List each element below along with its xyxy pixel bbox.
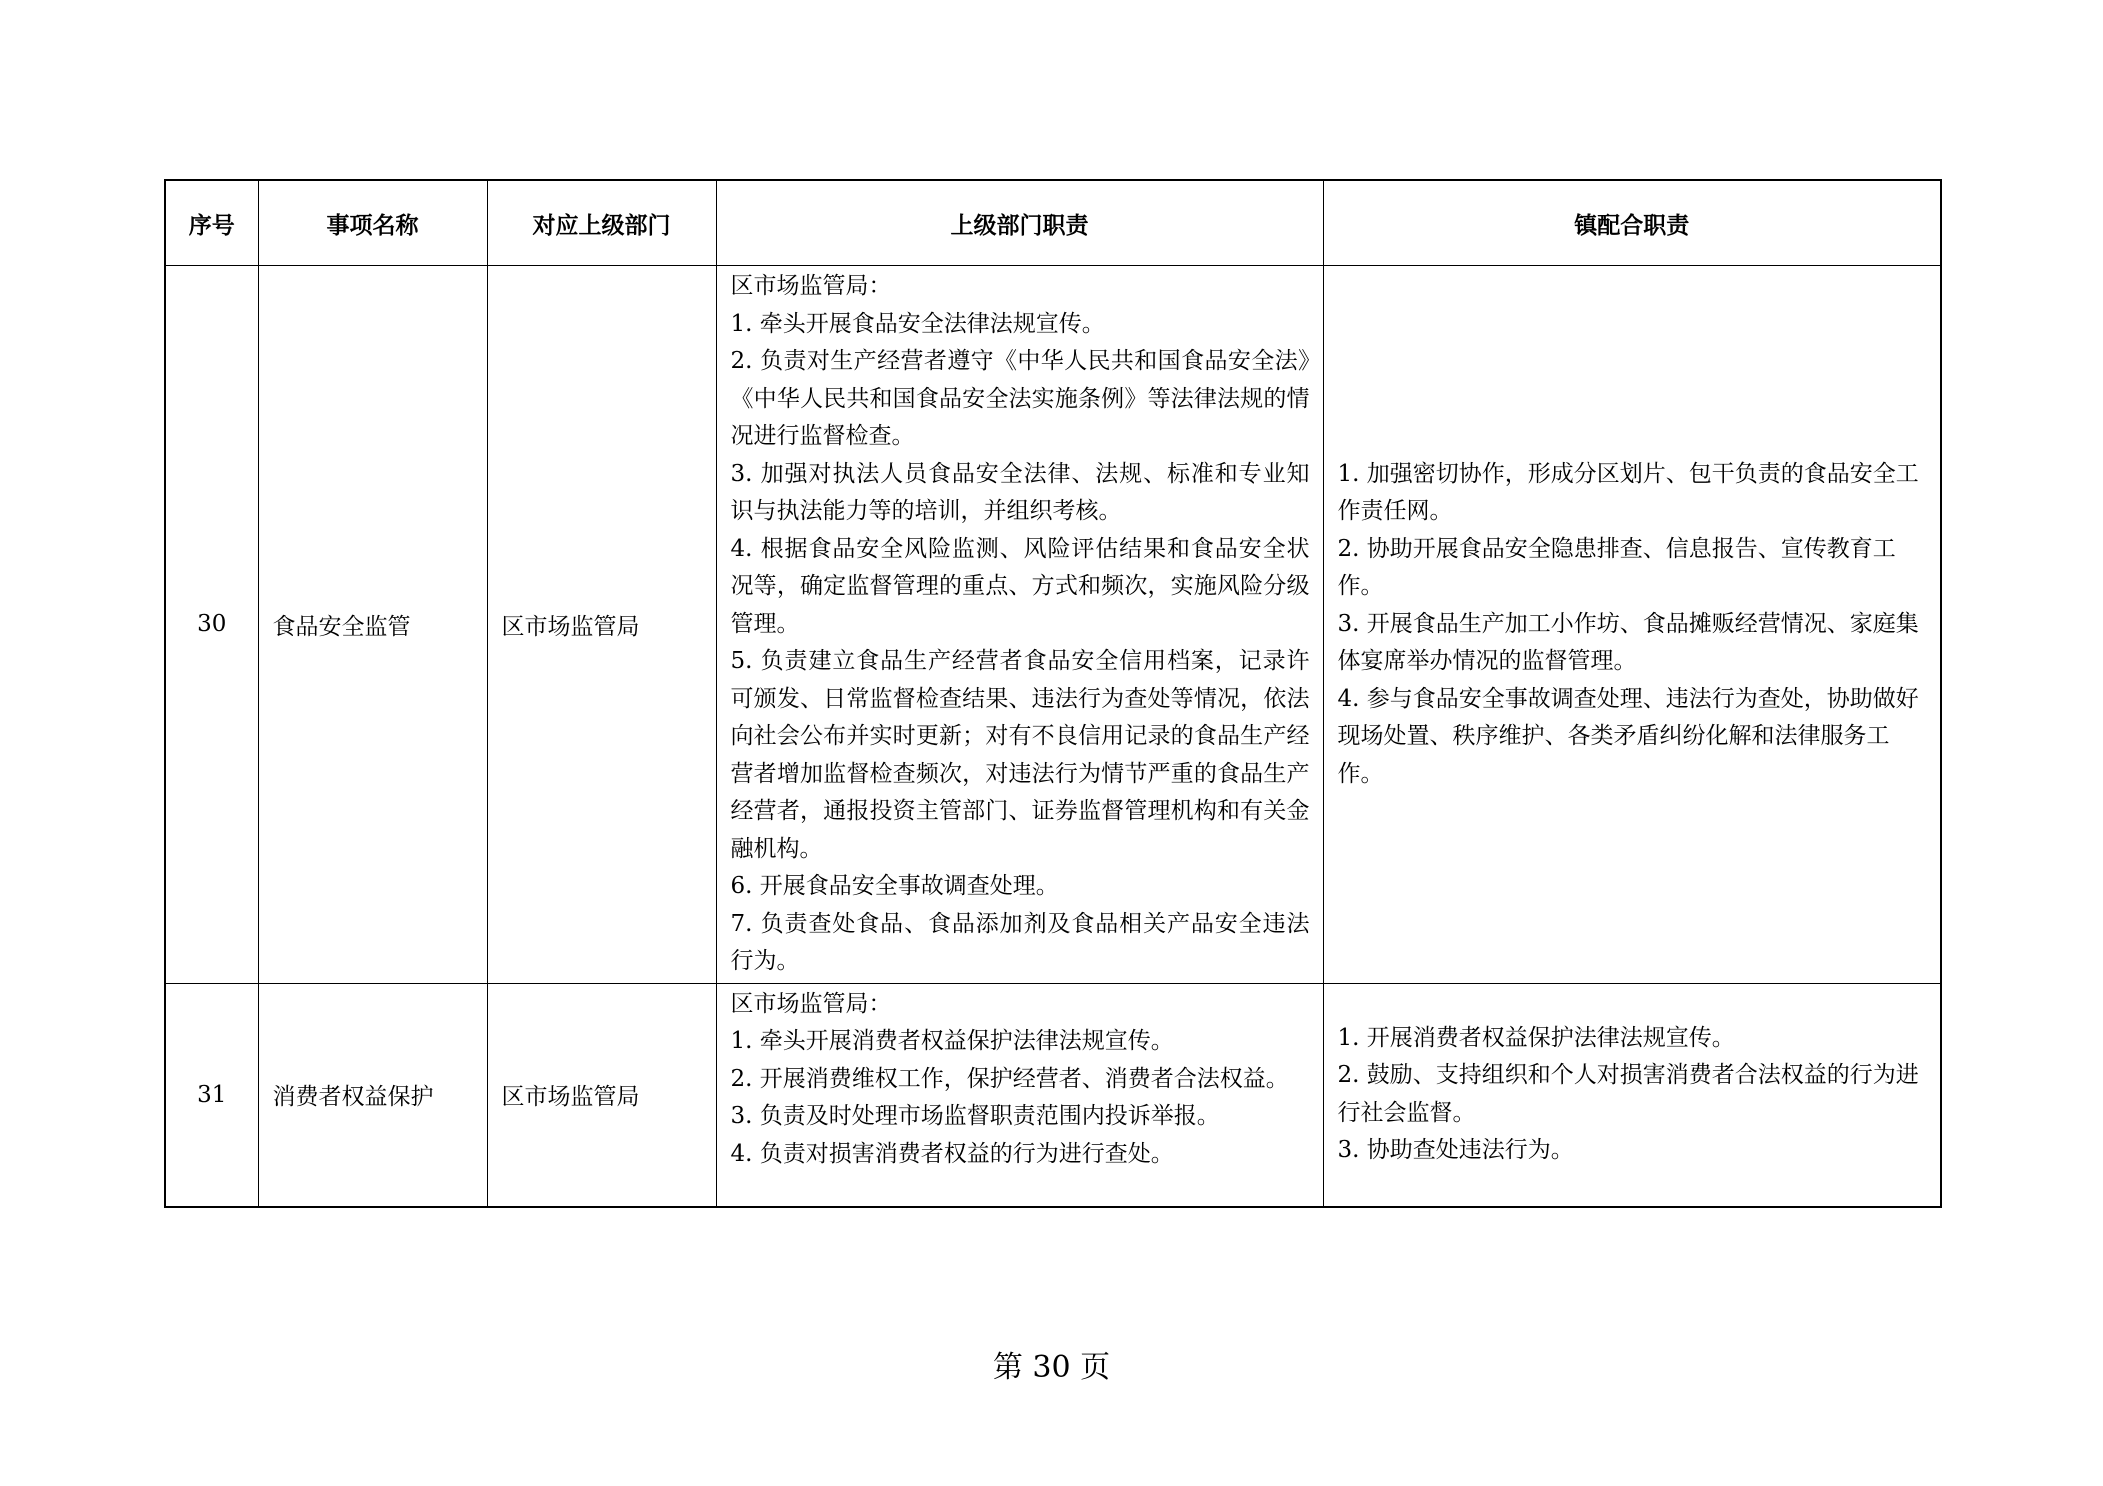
town-duty-cell — [1323, 983, 1941, 1207]
duty-line: 4. 负责对损害消费者权益的行为进行查处。 — [730, 1140, 1174, 1167]
duty-line: 3. 加强对执法人员食品安全法律、法规、标准和专业知识与执法能力等的培训，并组织考核。 — [730, 460, 1310, 524]
duty-line: 5. 负责建立食品生产经营者食品安全信用档案，记录许可颁发、日常监督检查结果、违法行为查处等情况，依法向社会公布并实时更新；对有不良信用记录的食品生产经营者增加监督检查频次，对违法行为情节严重的食品生产经营者，通报投资主管部门、证券监督管理机构和有关金融机构。 — [730, 648, 1310, 862]
duty-line: 3. 负责及时处理市场监督职责范围内投诉举报。 — [730, 1103, 1220, 1129]
page-number: 第 30 页 — [992, 1350, 1111, 1385]
town-duty-line: 2. 鼓励、支持组织和个人对损害消费者合法权益的行为进行社会监督。 — [1337, 1062, 1919, 1126]
duty-line: 2. 开展消费维权工作，保护经营者、消费者合法权益。 — [730, 1065, 1289, 1092]
header-dept: 对应上级部门 — [487, 180, 716, 266]
town-duty-line: 4. 参与食品安全事故调查处理、违法行为查处，协助做好现场处置、秩序维护、各类矛盾纠纷化解和法律服务工作。 — [1337, 685, 1919, 787]
table-header-row — [165, 180, 1941, 266]
duty-line: 1. 牵头开展食品安全法律法规宣传。 — [730, 310, 1105, 337]
duty-table — [164, 179, 1942, 1208]
item-name: 食品安全监管 — [258, 266, 487, 984]
duty-line: 1. 牵头开展消费者权益保护法律法规宣传。 — [730, 1028, 1174, 1054]
header-town-duty: 镇配合职责 — [1323, 180, 1941, 266]
duty-line: 7. 负责查处食品、食品添加剂及食品相关产品安全违法行为。 — [730, 910, 1310, 974]
town-duty-line: 1. 开展消费者权益保护法律法规宣传。 — [1337, 1024, 1735, 1051]
table-row — [165, 983, 1941, 1207]
town-duty-line: 2. 协助开展食品安全隐患排查、信息报告、宣传教育工作。 — [1337, 535, 1896, 599]
duty-line: 区市场监管局： — [730, 990, 892, 1017]
duty-line: 区市场监管局： — [730, 273, 892, 299]
duty-line: 2. 负责对生产经营者遵守《中华人民共和国食品安全法》《中华人民共和国食品安全法实施条例》等法律法规的情况进行监督检查。 — [730, 348, 1310, 449]
header-item-name: 事项名称 — [258, 180, 487, 266]
header-num: 序号 — [165, 180, 258, 266]
header-dept-duty: 上级部门职责 — [716, 180, 1323, 266]
item-name: 消费者权益保护 — [258, 983, 487, 1207]
town-duty-line: 3. 开展食品生产加工小作坊、食品摊贩经营情况、家庭集体宴席举办情况的监督管理。 — [1337, 610, 1919, 674]
town-duty-cell — [1323, 266, 1941, 984]
row-number: 31 — [165, 983, 258, 1207]
duty-line: 6. 开展食品安全事故调查处理。 — [730, 873, 1059, 899]
town-duty-line: 3. 协助查处违法行为。 — [1337, 1137, 1574, 1164]
dept-duty-cell — [716, 983, 1323, 1207]
superior-dept: 区市场监管局 — [487, 266, 716, 984]
town-duty-line: 1. 加强密切协作，形成分区划片、包干负责的食品安全工作责任网。 — [1337, 460, 1919, 524]
table-row — [165, 266, 1941, 984]
duty-line: 4. 根据食品安全风险监测、风险评估结果和食品安全状况等，确定监督管理的重点、方式和频次，实施风险分级管理。 — [730, 535, 1310, 637]
dept-duty-cell — [716, 266, 1323, 984]
row-number: 30 — [165, 266, 258, 984]
superior-dept: 区市场监管局 — [487, 983, 716, 1207]
